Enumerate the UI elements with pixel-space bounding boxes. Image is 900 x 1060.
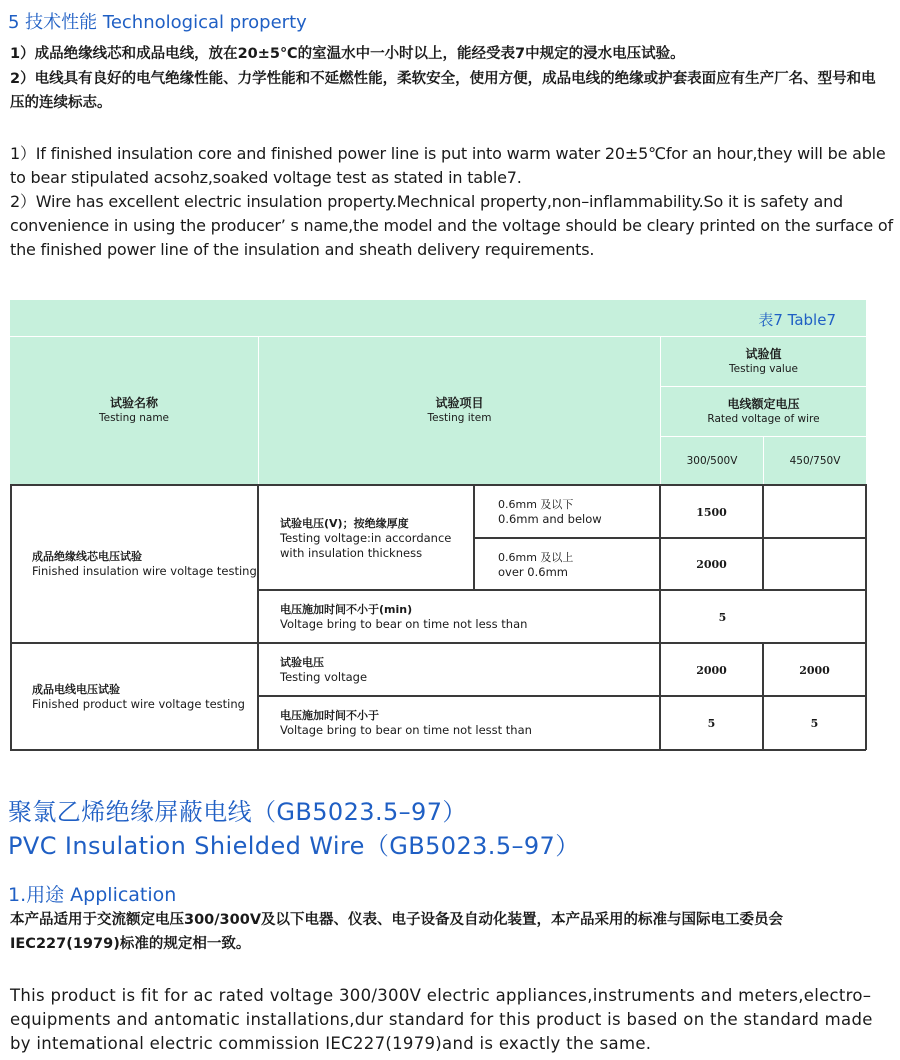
group1-thin-value-2 [763, 486, 866, 538]
group2-voltage-value-1: 2000 [696, 663, 727, 677]
product-title-cn: 聚氯乙烯绝缘屏蔽电线（GB5023.5–97） [8, 798, 467, 826]
group1-voltage-cn: 试验电压(V)；按绝缘厚度 [280, 516, 409, 530]
header-rated-cn: 电线额定电压 [727, 397, 800, 411]
header-testing-value [660, 336, 866, 386]
group1-thin-en: 0.6mm and below [498, 512, 602, 526]
group2-voltage-cn: 试验电压 [280, 656, 324, 669]
cn-paragraph-2: 2）电线具有良好的电气绝缘性能、力学性能和不延燃性能，柔软安全，使用方便，成品电线的绝缘或护套表面应有生产厂名、型号和电压的连续标志。 [10, 71, 876, 111]
group1-thick-en: over 0.6mm [498, 564, 568, 579]
group1-time-value: 5 [718, 610, 727, 624]
header-name-cn: 试验名称 [109, 396, 158, 410]
table-7 [10, 300, 866, 750]
group1-voltage-en: Testing voltage:in accordance with insulation thickness [280, 530, 452, 560]
group2-time-value-1: 5 [707, 716, 716, 730]
group2-time-cn: 电压施加时间不小于 [280, 709, 379, 722]
cn-paragraph-1: 1）成品绝缘线芯和成品电线，放在20±5℃的室温水中一小时以上，能经受表7中规定的浸水电压试验。 [10, 46, 685, 62]
header-testing-item [258, 336, 660, 484]
header-rated-voltage [660, 386, 866, 436]
group1-name-en: Finished insulation wire voltage testing [32, 564, 257, 578]
group1-thick-value-2 [763, 539, 866, 590]
header-testing-name [10, 336, 258, 484]
header-rated-en: Rated voltage of wire [707, 413, 820, 425]
group2-time-item [280, 697, 658, 749]
group1-voltage-item [280, 486, 472, 590]
group1-thick-cn: 0.6mm 及以上 [498, 550, 574, 564]
group1-thin-cn: 0.6mm 及以下 [498, 498, 574, 511]
group1-time-item [280, 591, 658, 643]
group2-time-en: Voltage bring to bear on time not lesst than [280, 723, 532, 737]
application-title: 1.用途 Application [8, 884, 177, 906]
header-voltage-450-750 [763, 436, 866, 484]
group1-thin-item [498, 486, 658, 538]
header-v1-label: 300/500V [686, 454, 738, 467]
group1-thick-value-1: 2000 [696, 558, 727, 571]
header-item-cn: 试验项目 [435, 396, 484, 410]
header-name-en: Testing name [98, 412, 170, 424]
table-caption-bar [10, 300, 866, 336]
product-title-en: PVC Insulation Shielded Wire（GB5023.5–97） [8, 832, 580, 860]
en-paragraph-2: 2）Wire has excellent electric insulation property.Mechnical property,non–inflammability.So it is safety and convenience in using the producer’ s name,the model and the voltage should be cleary printed on the surface of the finished power line of the insulation and sheath delivery requirements. [10, 192, 893, 259]
section-title: 5 技术性能 Technological property [8, 12, 307, 33]
header-value-cn: 试验值 [745, 347, 782, 361]
group1-thick-item [498, 539, 658, 590]
group1-time-en: Voltage bring to bear on time not less than [280, 617, 528, 631]
group2-name-en: Finished product wire voltage testing [32, 697, 245, 711]
table-caption: 表7 Table7 [758, 311, 836, 329]
group2-name [32, 644, 258, 750]
en-paragraph-1: 1）If finished insulation core and finished power line is put into warm water 20±5℃for an hour,they will be able to bear stipulated acsohz,soaked voltage test as stated in table7. [10, 144, 886, 187]
application-en: This product is fit for ac rated voltage 300/300V electric appliances,instruments and meters,electro–equipments and antomatic installations,dur standard for this product is based on the standard made by intemational electric commission IEC227(1979)and is exactly the same. [10, 986, 873, 1053]
header-item-en: Testing item [427, 412, 492, 424]
group1-thin-value-1: 1500 [696, 505, 727, 519]
header-v2-label: 450/750V [789, 454, 841, 467]
group1-name [32, 486, 258, 642]
group1-name-cn: 成品绝缘线芯电压试验 [32, 550, 142, 563]
application-cn: 本产品适用于交流额定电压300/300V及以下电器、仪表、电子设备及自动化装置，本产品采用的标准与国际电工委员会IEC227(1979)标准的规定相一致。 [10, 912, 784, 952]
group2-voltage-en: Testing voltage [280, 670, 368, 684]
group2-time-value-2: 5 [810, 716, 819, 730]
group2-voltage-value-2: 2000 [799, 663, 830, 677]
group2-name-cn: 成品电线电压试验 [32, 683, 120, 696]
header-value-en: Testing value [729, 363, 798, 375]
group2-voltage-item [280, 644, 658, 696]
group1-time-cn: 电压施加时间不小于(min) [280, 603, 413, 616]
header-voltage-300-500 [660, 436, 763, 484]
